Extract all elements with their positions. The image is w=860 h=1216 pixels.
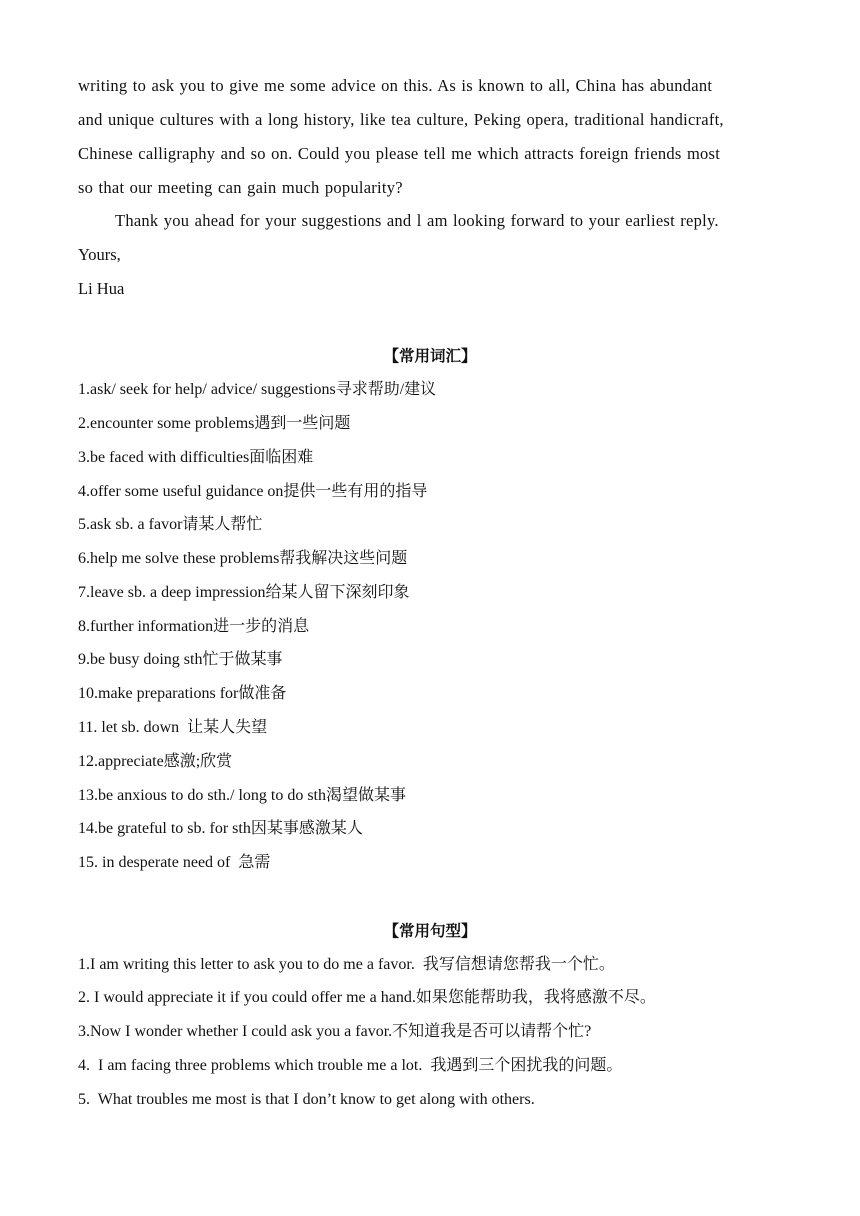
sentence-item: 4. I am facing three problems which trouble me a lot. 我遇到三个困扰我的问题。 [78,1057,623,1074]
vocabulary-heading: 【常用词汇】 [383,347,477,365]
letter-body-line: and unique cultures with a long history, like tea culture, Peking opera, traditional handicraft, [78,110,724,129]
letter-sign-off: Yours, [78,245,121,264]
letter-body-line: writing to ask you to give me some advice on this. As is known to all, China has abundant [78,76,713,95]
letter-body-line: Chinese calligraphy and so on. Could you please tell me which attracts foreign friends most [78,144,721,163]
vocabulary-item: 8.further information进一步的消息 [78,618,310,635]
vocabulary-item: 13.be anxious to do sth./ long to do sth渴望做某事 [78,787,407,804]
sentences-heading: 【常用句型】 [383,922,477,940]
vocabulary-item: 14.be grateful to sb. for sth因某事感激某人 [78,820,363,837]
letter-signature: Li Hua [78,279,125,298]
sentence-item: 5. What troubles me most is that I don’t know to get along with others. [78,1091,535,1108]
vocabulary-item: 3.be faced with difficulties面临困难 [78,449,314,466]
vocabulary-item: 5.ask sb. a favor请某人帮忙 [78,516,263,533]
vocabulary-item: 1.ask/ seek for help/ advice/ suggestions寻求帮助/建议 [78,381,437,398]
vocabulary-item: 10.make preparations for做准备 [78,685,287,702]
letter-closing-paragraph: Thank you ahead for your suggestions and l am looking forward to your earliest reply. [115,211,719,230]
vocabulary-item: 11. let sb. down 让某人失望 [78,719,268,736]
vocabulary-item: 7.leave sb. a deep impression给某人留下深刻印象 [78,584,410,601]
vocabulary-item: 9.be busy doing sth忙于做某事 [78,651,283,668]
sentence-item: 3.Now I wonder whether I could ask you a favor.不知道我是否可以请帮个忙? [78,1023,592,1040]
vocabulary-item: 4.offer some useful guidance on提供一些有用的指导 [78,483,428,500]
vocabulary-item: 6.help me solve these problems帮我解决这些问题 [78,550,408,567]
vocabulary-item: 12.appreciate感激;欣赏 [78,753,233,770]
vocabulary-item: 15. in desperate need of 急需 [78,854,271,871]
vocabulary-item: 2.encounter some problems遇到一些问题 [78,415,351,432]
sentence-item: 1.I am writing this letter to ask you to do me a favor. 我写信想请您帮我一个忙。 [78,956,615,973]
sentence-item: 2. I would appreciate it if you could offer me a hand.如果您能帮助我，我将感激不尽。 [78,989,656,1006]
letter-body-line: so that our meeting can gain much popularity? [78,178,403,197]
